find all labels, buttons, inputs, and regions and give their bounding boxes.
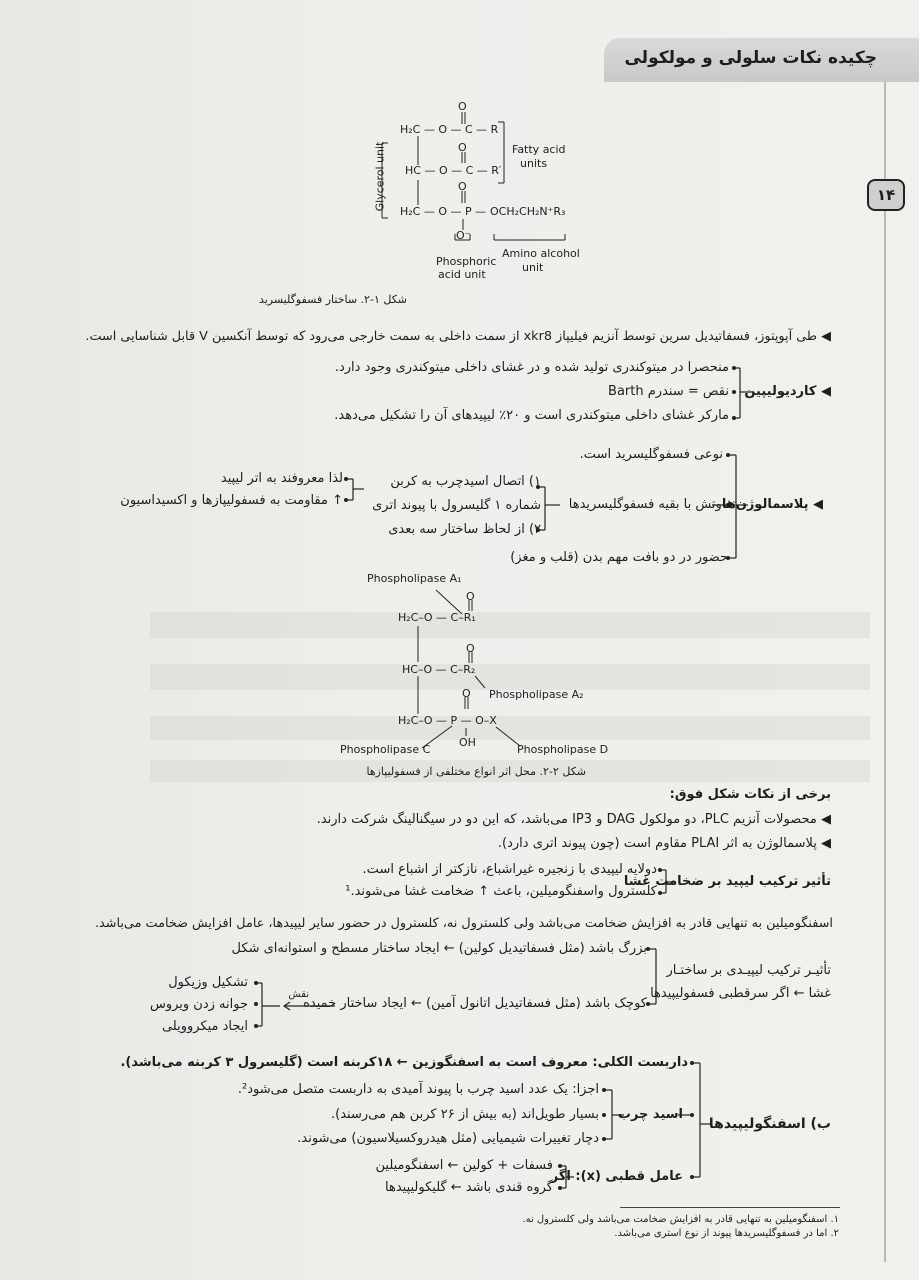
cardiolipin-label: ◀ کاردیولیپین: [744, 384, 831, 399]
thickness-label: تأثیر ترکیب لیپید بر ضخامت غشا: [623, 874, 831, 889]
glycerol-unit-label: Glycerol unit: [373, 141, 387, 212]
headgroup-label-2: غشا ← اگر سرقطبی فسفولیپیدها: [650, 986, 831, 1001]
fig1-o-minus: O⁻: [456, 229, 471, 242]
apoptosis-note: ◀ طی آپوپتوز، فسفاتیدیل سرین توسط آنزیم فیلیپاز xkr8 از سمت داخلی به سمت خارجی می‌رود که توسط آنکسین V قابل شناسایی است.: [85, 329, 831, 344]
headgroup-label-1: تأثیـر ترکیب لیپیـدی بر ساختـار: [666, 963, 831, 978]
notes-title: برخی از نکات شکل فوق:: [669, 787, 831, 802]
polar-item-1: فسفات + کولین ← اسفنگومیلین: [375, 1158, 553, 1173]
headgroup-big: بزرگ باشد (مثل فسفاتیدیل کولین) ← ایجاد ساختار مسطح و استوانه‌ای شکل: [231, 941, 647, 956]
fatty-acid-item-1: اجزا: یک عدد اسید چرب با پیوند آمیدی به داربست متصل می‌شود².: [237, 1082, 599, 1097]
plasmalogen-item-3: حضور در دو بافت مهم بدن (قلب و مغز): [510, 550, 728, 565]
thickness-item-b: کلسترول واسفنگومیلین، باعث ↑ ضخامت غشا می‌شوند.¹: [345, 884, 657, 899]
plasmalogen-sub-1a: ۱) اتصال اسیدچرب به کربن: [390, 474, 541, 489]
phosphoric-label-1: Phosphoric: [436, 255, 497, 268]
fatty-acid-label-1: Fatty acid: [512, 143, 566, 156]
role-microvilli: ایجاد میکروویلی: [161, 1019, 248, 1034]
fig2-o3: O: [462, 687, 471, 700]
phosphoric-label-2: acid unit: [438, 268, 486, 281]
fatty-acid-item-2: بسیار طویل‌اند (به بیش از ۲۶ کربن هم می‌رسند).: [331, 1107, 599, 1122]
fig1-row3: H₂C — O — P —: [400, 205, 487, 218]
polar-item-2: گروه قندی باشد ← گلیکولیپیدها: [385, 1180, 553, 1195]
phospholipase-a2-label: Phospholipase A₂: [489, 688, 584, 701]
fig1-tail: OCH₂CH₂N⁺R₃: [490, 205, 566, 218]
phospholipase-d-label: Phospholipase D: [517, 743, 609, 756]
fig1-o-top: O: [458, 100, 467, 113]
fig2-oh: OH: [459, 736, 476, 749]
fig1-o-mid: O: [458, 141, 467, 154]
phospholipase-c-label: Phospholipase C: [340, 743, 431, 756]
figure2-caption: شکل ۲-۲. محل اثر انواع مختلفی از فسفولیپازها: [366, 765, 586, 778]
fig2-o1: O: [466, 590, 475, 603]
thickness-item-a: دولایه لیپیدی با زنجیره غیراشباع، نازکتر از اشباع است.: [362, 862, 657, 877]
footnote-rule: [620, 1207, 840, 1208]
figure1-caption: شکل ۱-۲. ساختار فسفوگلیسرید: [258, 293, 407, 306]
fatty-acid-label-2: units: [520, 157, 548, 170]
page-header-title: چکیده نکات سلولی و مولکولی: [624, 48, 877, 68]
fig1-o-p: O: [458, 180, 467, 193]
plasmalogen-item-2: تفاوتش با بقیه فسفوگلیسریدها: [568, 497, 736, 512]
fig2-row2: HC–O — C–R₂: [402, 663, 476, 676]
fig1-row2: HC — O — C — R′: [405, 164, 502, 177]
fig2-row3: H₂C–O — P — O–X: [398, 714, 497, 727]
role-vesicle: تشکیل وزیکول: [168, 975, 248, 990]
sphingolipids-label: ب) اسفنگولیپیدها: [708, 1116, 831, 1132]
fig1-row1: H₂C — O — C — R: [400, 123, 499, 136]
phospholipase-a1-label: Phospholipase A₁: [367, 572, 462, 585]
plasmalogen-sub-2: ۲) از لحاظ ساختار سه بعدی: [388, 522, 541, 537]
cardiolipin-item-2: نقص = سندرم Barth: [608, 384, 729, 399]
fatty-acid-label: اسید چرب: [617, 1107, 683, 1122]
plasmalogen-result-2: ↑ مقاومت به فسفولیپازها و اکسیداسیون: [120, 493, 343, 508]
footnote-2: ۲. اما در فسفوگلیسریدها پیوند از نوع استری می‌باشد.: [614, 1228, 839, 1239]
page-number: ۱۴: [867, 179, 905, 211]
sphingomyelin-sentence: اسفنگومیلین به تنهایی قادر به افزایش ضخامت می‌باشد ولی کلسترول نه، کلسترول در حضور سایر لیپیدها، عامل افزایش ضخامت می‌باشد.: [94, 916, 833, 931]
polar-head-label: عامل قطبی (x): اگر: [550, 1169, 683, 1184]
cardiolipin-item-1: منحصرا در میتوکندری تولید شده و در غشای داخلی میتوکندری وجود دارد.: [334, 360, 729, 375]
cardiolipin-item-3: مارکر غشای داخلی میتوکندری است و ۲۰٪ لیپیدهای آن را تشکیل می‌دهد.: [334, 408, 729, 423]
role-label: نقش: [288, 989, 309, 1000]
plasmalogen-label: ◀ پلاسمالوژن‌ها: [721, 497, 823, 512]
headgroup-small: کوچک باشد (مثل فسفاتیدیل اتانول آمین) ← ایجاد ساختار خمیده: [303, 996, 647, 1011]
fig2-o2: O: [466, 642, 475, 655]
plasmalogen-result-1: لذا معروفند به اتر لیپید: [220, 471, 343, 486]
note-plasmalogen: ◀ پلاسمالوژن به اثر PLAI مقاوم است (چون پیوند اتری دارد).: [497, 836, 831, 851]
plasmalogen-sub-1b: شماره ۱ گلیسرول با پیوند اتری: [372, 498, 541, 513]
role-virus-budding: جوانه زدن ویروس: [149, 997, 248, 1012]
sphingolipid-backbone: داربست الکلی: معروف است به اسفنگوزین ← ۱۸کربنه است (گلیسرول ۳ کربنه می‌باشد).: [120, 1055, 688, 1070]
amino-label-2: unit: [522, 261, 544, 274]
fatty-acid-item-3: دچار تغییرات شیمیایی (مثل هیدروکسیلاسیون) می‌شوند.: [297, 1131, 599, 1146]
note-plc: ◀ محصولات آنزیم PLC، دو مولکول DAG و IP3 می‌باشد، که این دو در سیگنالینگ شرکت دارند.: [316, 812, 831, 827]
plasmalogen-item-1: نوعی فسفوگلیسرید است.: [579, 447, 723, 462]
amino-label-1: Amino alcohol: [502, 247, 580, 260]
fig2-row1: H₂C–O — C–R₁: [398, 611, 476, 624]
footnote-1: ۱. اسفنگومیلین به تنهایی قادر به افزایش ضخامت می‌باشد ولی کلسترول نه.: [522, 1214, 839, 1225]
